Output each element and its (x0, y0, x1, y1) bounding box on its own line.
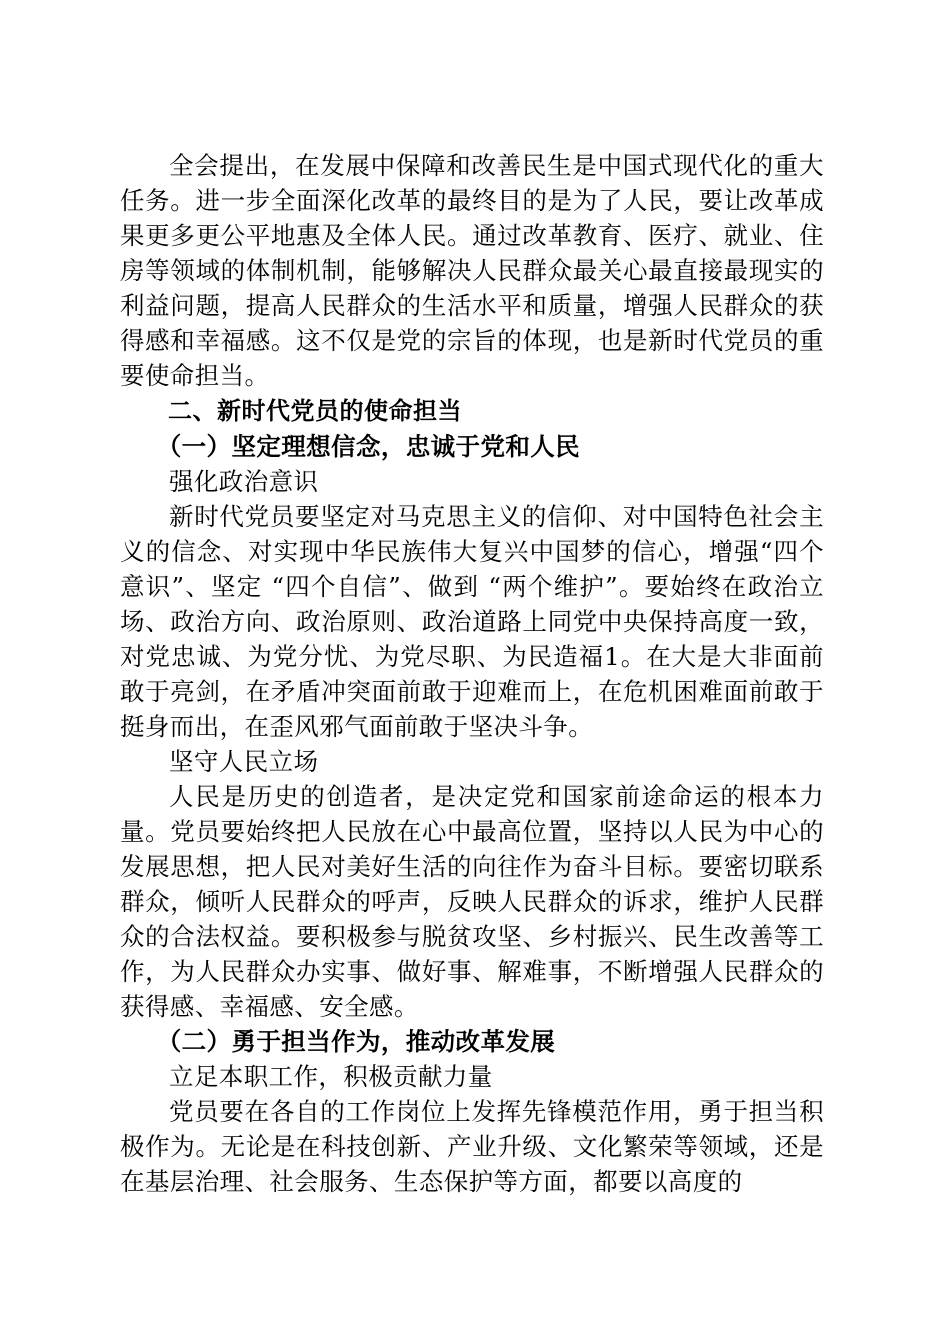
document-page (120, 148, 824, 1199)
point-heading-job-duty: 立足本职工作，积极贡献力量 (169, 1062, 493, 1091)
paragraph-people-livelihood: 全会提出，在发展中保障和改善民生是中国式现代化的重大任务。进一步全面深化改革的最终目的是为了人民，要让改革成果更多更公平地惠及全体人民。通过改革教育、医疗、就业、住房等领域的体制机制，能够解决人民群众最关心最直接最现实的利益问题，提高人民群众的生活水平和质量，增强人民群众的获得感和幸福感。这不仅是党的宗旨的体现，也是新时代党员的重要使命担当。 (120, 151, 824, 390)
paragraph-people-stance: 人民是历史的创造者，是决定党和国家前途命运的根本力量。党员要始终把人民放在心中最高位置，坚持以人民为中心的发展思想，把人民对美好生活的向往作为奋斗目标。要密切联系群众，倾听人民群众的呼声，反映人民群众的诉求，维护人民群众的合法权益。要积极参与脱贫攻坚、乡村振兴、民生改善等工作，为人民群众办实事、做好事、解难事，不断增强人民群众的获得感、幸福感、安全感。 (120, 782, 824, 1021)
paragraph-political-awareness: 新时代党员要坚定对马克思主义的信仰、对中国特色社会主义的信念、对实现中华民族伟大复兴中国梦的信心，增强“四个意识”、坚定 “四个自信”、做到 “两个维护”。要始终在政治立场、政治方向、政治原则、政治道路上同党中央保持高度一致，对党忠诚、为党分忧、为党尽职、为民造福1。在大是大非面前敢于亮剑，在矛盾冲突面前敢于迎难而上，在危机困难面前敢于挺身而出，在歪风邪气面前敢于坚决斗争。 (120, 502, 824, 741)
point-heading-people-stance: 坚守人民立场 (169, 747, 319, 776)
paragraph-job-duty: 党员要在各自的工作岗位上发挥先锋模范作用，勇于担当积极作为。无论是在科技创新、产业升级、文化繁荣等领域，还是在基层治理、社会服务、生态保护等方面，都要以高度的 (120, 1097, 824, 1196)
subsection-heading-responsibility: （二）勇于担当作为，推动改革发展 (156, 1027, 556, 1056)
point-heading-political-awareness: 强化政治意识 (169, 467, 319, 496)
section-heading-mission: 二、新时代党员的使命担当 (168, 397, 462, 425)
subsection-heading-ideals: （一）坚定理想信念，忠诚于党和人民 (156, 432, 581, 461)
